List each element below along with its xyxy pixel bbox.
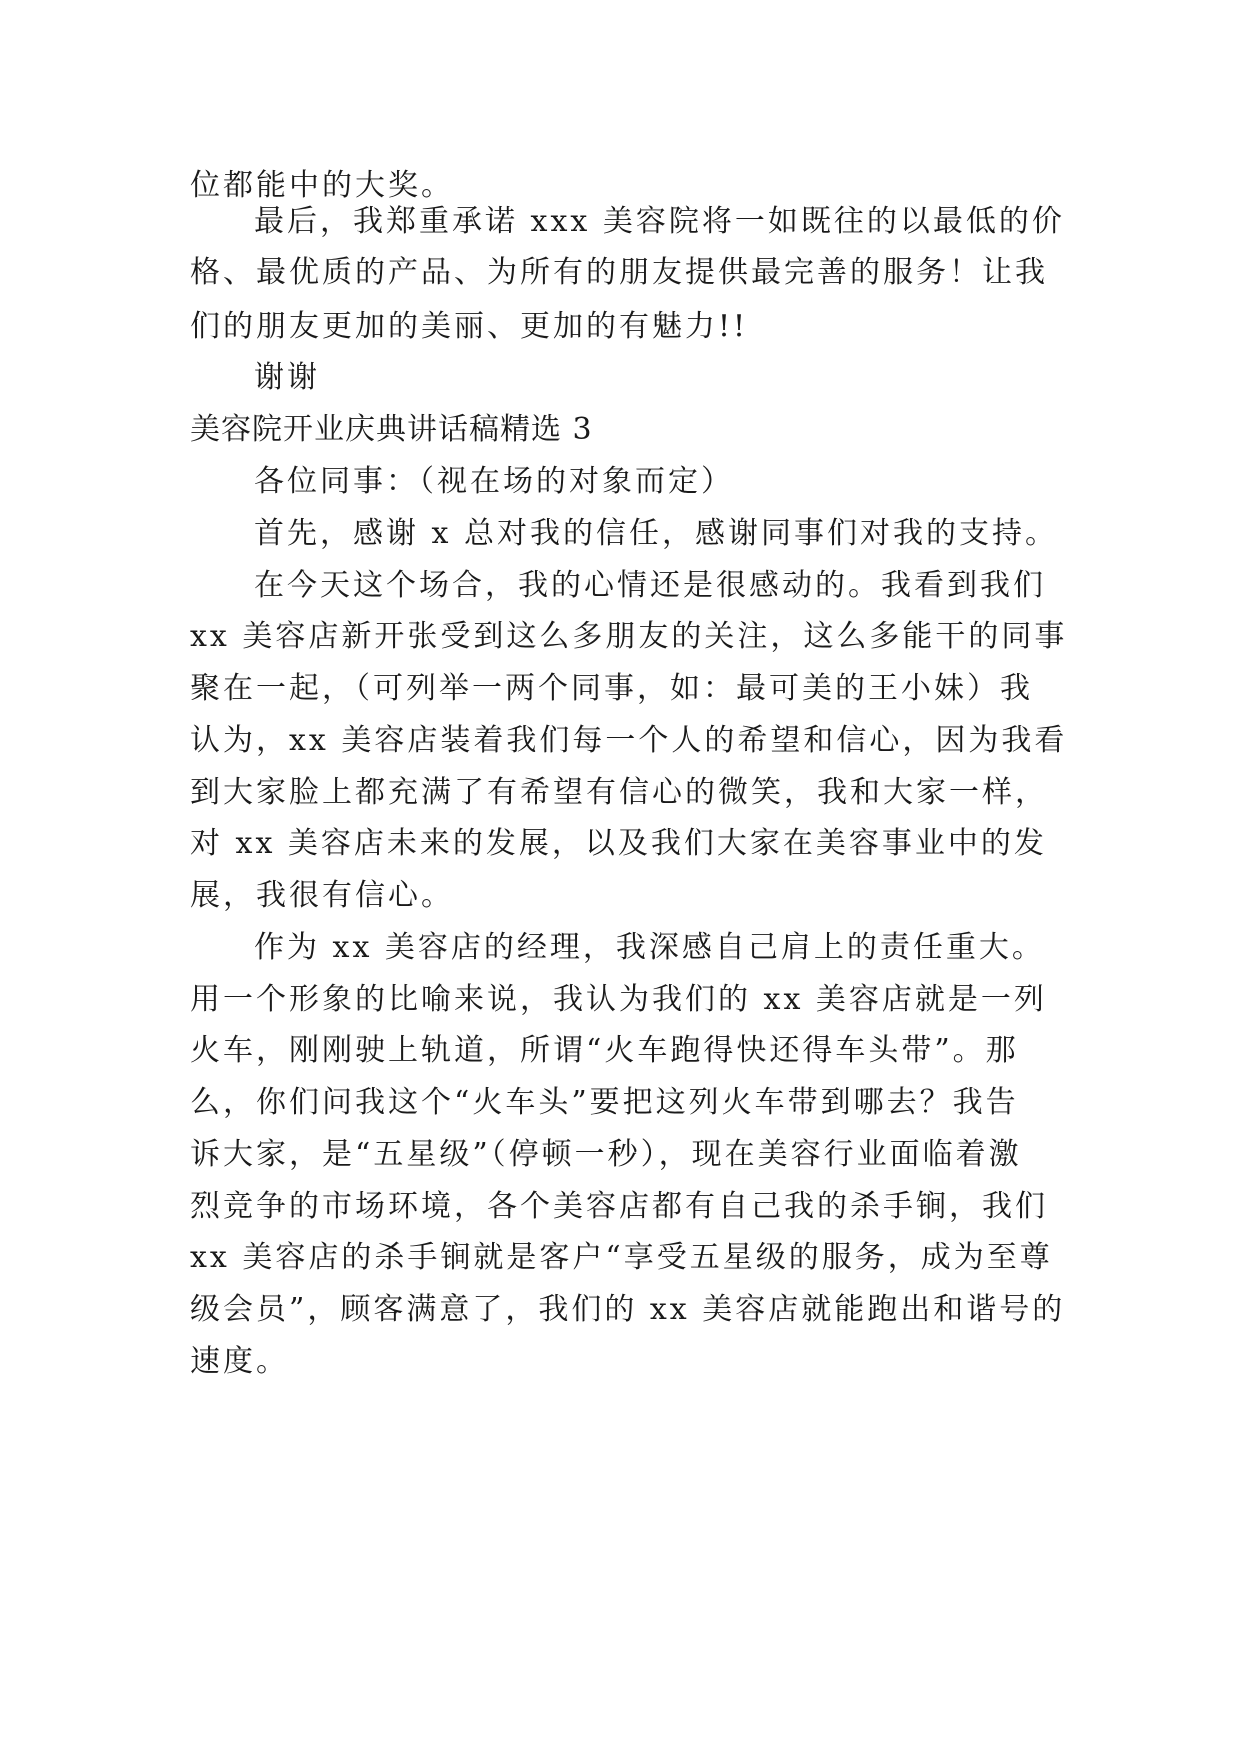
- text-line: 用一个形象的比喻来说，我认为我们的 xx 美容店就是一列: [190, 982, 1047, 1017]
- text-line: 对 xx 美容店未来的发展，以及我们大家在美容事业中的发: [190, 826, 1047, 861]
- section-heading: 美容院开业庆典讲话稿精选 3: [190, 412, 593, 447]
- text-line: 烈竞争的市场环境，各个美容店都有自己我的杀手锏，我们: [190, 1189, 1048, 1224]
- text-line: 么，你们问我这个“火车头”要把这列火车带到哪去？我告: [190, 1085, 1019, 1120]
- paragraph-start-line: 首先，感谢 x 总对我的信任，感谢同事们对我的支持。: [254, 516, 1058, 551]
- text-line: 到大家脸上都充满了有希望有信心的微笑，我和大家一样，: [190, 775, 1048, 810]
- paragraph-start-line: 作为 xx 美容店的经理，我深感自己肩上的责任重大。: [254, 930, 1045, 965]
- text-line: 速度。: [190, 1344, 289, 1379]
- text-line: 聚在一起，（可列举一两个同事，如：最可美的王小妹）我: [190, 671, 1033, 706]
- text-line: 位都能中的大奖。: [190, 168, 454, 203]
- text-line: 级会员”，顾客满意了，我们的 xx 美容店就能跑出和谐号的: [190, 1292, 1066, 1327]
- text-line: 诉大家，是“五星级”（停顿一秒），现在美容行业面临着激: [190, 1137, 1022, 1172]
- text-line: 火车，刚刚驶上轨道，所谓“火车跑得快还得车头带”。那: [190, 1033, 1019, 1068]
- text-line: xx 美容店新开张受到这么多朋友的关注，这么多能干的同事: [190, 619, 1068, 654]
- paragraph-start-line: 最后，我郑重承诺 xxx 美容院将一如既往的以最低的价: [254, 204, 1065, 239]
- text-line: 们的朋友更加的美丽、更加的有魅力!!: [190, 309, 749, 344]
- text-line: 认为，xx 美容店装着我们每一个人的希望和信心，因为我看: [190, 723, 1068, 758]
- text-line: 展，我很有信心。: [190, 878, 454, 913]
- salutation-line: 各位同事：（视在场的对象而定）: [254, 464, 734, 499]
- paragraph-start-line: 在今天这个场合，我的心情还是很感动的。我看到我们: [254, 568, 1046, 603]
- text-line: xx 美容店的杀手锏就是客户“享受五星级的服务，成为至尊: [190, 1240, 1053, 1275]
- text-line: 格、最优质的产品、为所有的朋友提供最完善的服务！让我: [190, 255, 1048, 290]
- closing-thanks: 谢谢: [254, 360, 320, 395]
